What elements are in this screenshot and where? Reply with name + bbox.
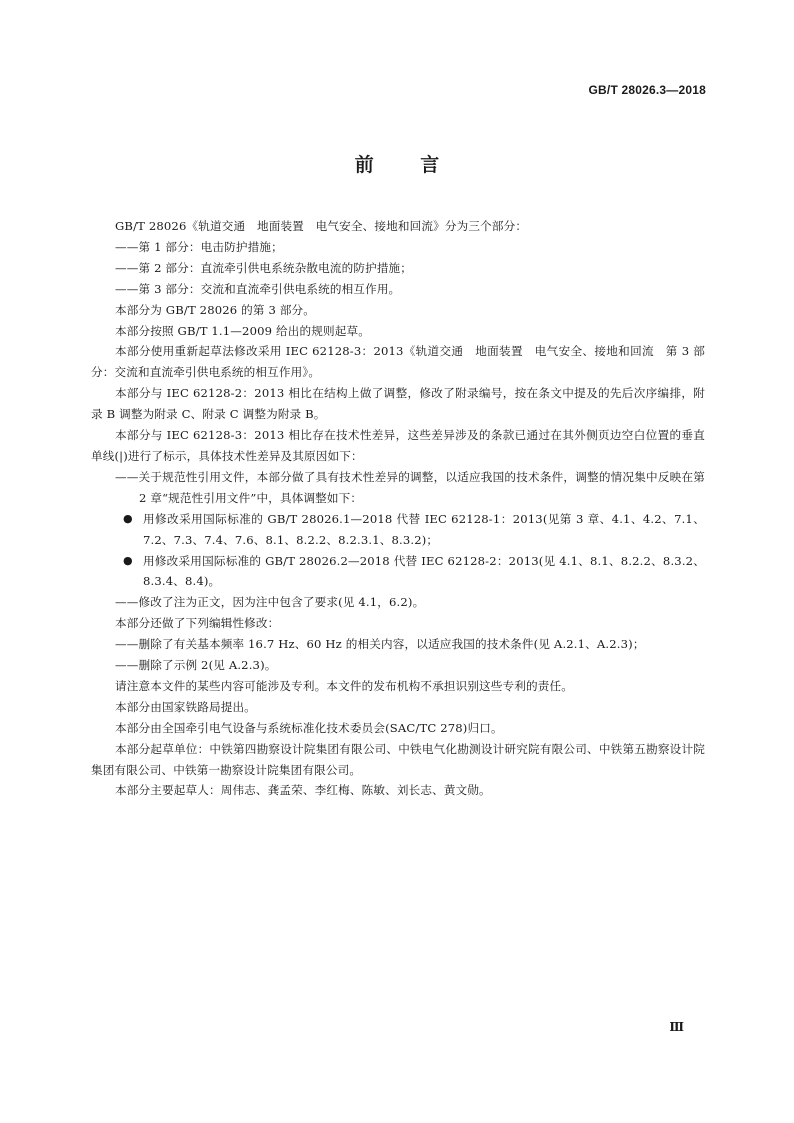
- bullet-icon: ●: [123, 511, 133, 525]
- standard-number: GB/T 28026.3—2018: [588, 83, 706, 97]
- foreword-body: [91, 216, 705, 801]
- list-item: ——第 1 部分：电击防护措施；: [115, 239, 283, 254]
- paragraph: 本部分按照 GB/T 1.1—2009 给出的规则起草。: [115, 323, 370, 338]
- paragraph: 本部分主要起草人：周伟志、龚孟荣、李红梅、陈敏、刘长志、黄文勋。: [115, 783, 491, 798]
- bullet-item: [91, 509, 705, 551]
- list-item: ——删除了示例 2(见 A.2.3)。: [115, 658, 277, 673]
- bullet-text: 用修改采用国际标准的 GB/T 28026.2—2018 代替 IEC 62128-2：2013(见 4.1、8.1、8.2.2、8.3.2、8.3.4、8.4)。: [143, 553, 705, 589]
- paragraph: 本部分由国家铁路局提出。: [115, 699, 256, 714]
- list-item: ——第 3 部分：交流和直流牵引供电系统的相互作用。: [115, 281, 401, 296]
- paragraph: 请注意本文件的某些内容可能涉及专利。本文件的发布机构不承担识别这些专利的责任。: [115, 678, 574, 693]
- paragraph: 本部分起草单位：中铁第四勘察设计院集团有限公司、中铁电气化勘测设计研究院有限公司、中铁第五勘察设计院集团有限公司、中铁第一勘察设计院集团有限公司。: [91, 741, 705, 777]
- paragraph: 本部分与 IEC 62128-3：2013 相比存在技术性差异，这些差异涉及的条款已通过在其外侧页边空白位置的垂直单线(|)进行了标示，具体技术性差异及其原因如下：: [91, 428, 705, 463]
- bullet-icon: ●: [123, 553, 133, 567]
- bullet-text: 用修改采用国际标准的 GB/T 28026.1—2018 代替 IEC 62128-1：2013(见第 3 章、4.1、4.2、7.1、7.2、7.3、7.4、7.6、8.1、8.2.2、8.2.3.1、8.3.2)；: [143, 511, 705, 547]
- paragraph: 本部分与 IEC 62128-2：2013 相比在结构上做了调整，修改了附录编号，按在条文中提及的先后次序编排，附录 B 调整为附录 C、附录 C 调整为附录 B。: [91, 386, 705, 422]
- paragraph: 本部分使用重新起草法修改采用 IEC 62128-3：2013《轨道交通 地面装置 电气安全、接地和回流 第 3 部分：交流和直流牵引供电系统的相互作用》。: [91, 344, 705, 380]
- paragraph: 本部分为 GB/T 28026 的第 3 部分。: [115, 302, 316, 317]
- page-title: 前 言: [354, 154, 440, 176]
- paragraph: GB/T 28026《轨道交通 地面装置 电气安全、接地和回流》分为三个部分：: [115, 219, 528, 233]
- list-item: ——修改了注为正文，因为注中包含了要求(见 4.1，6.2)。: [115, 595, 425, 610]
- list-item: ——关于规范性引用文件，本部分做了具有技术性差异的调整，以适应我国的技术条件，调整的情况集中反映在第 2 章“规范性引用文件”中，具体调整如下：: [115, 469, 705, 505]
- paragraph: 本部分还做了下列编辑性修改：: [115, 616, 280, 631]
- bullet-item: [91, 551, 705, 593]
- list-item: ——第 2 部分：直流牵引供电系统杂散电流的防护措施；: [115, 260, 413, 275]
- page-number: Ⅲ: [669, 1020, 684, 1034]
- list-item: ——删除了有关基本频率 16.7 Hz、60 Hz 的相关内容，以适应我国的技术条件(见 A.2.1、A.2.3)；: [115, 637, 645, 652]
- paragraph: 本部分由全国牵引电气设备与系统标准化技术委员会(SAC/TC 278)归口。: [115, 720, 503, 735]
